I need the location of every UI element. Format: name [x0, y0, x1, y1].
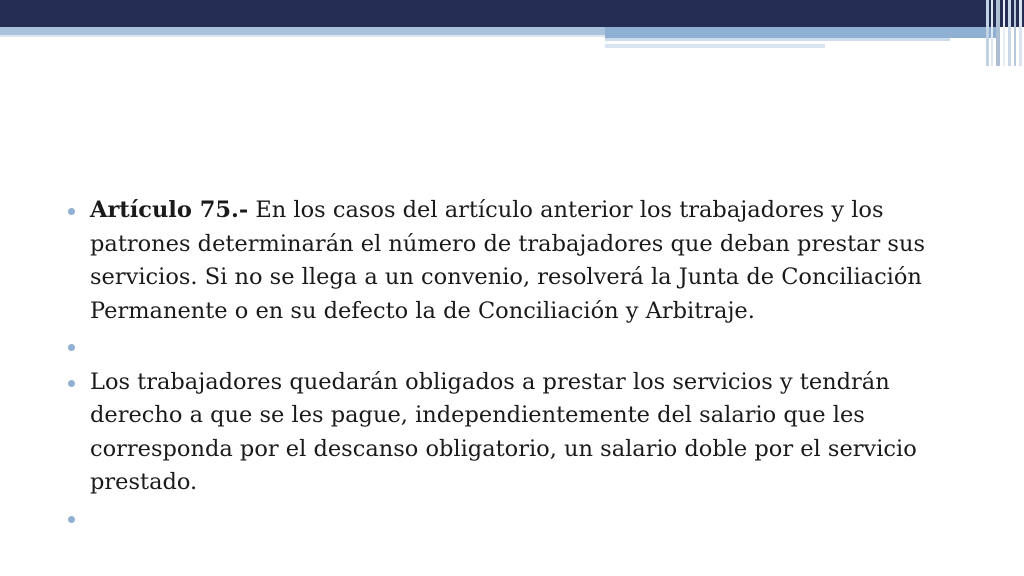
- bullet-dot-icon: [68, 380, 75, 387]
- bullet-item-empty: [68, 502, 968, 536]
- bullet-item-articulo-75: [68, 194, 968, 328]
- bullet-list: [68, 194, 968, 535]
- header-accent-line-right: [605, 27, 1000, 38]
- bullet-dot-icon: [68, 344, 75, 351]
- bullet-item-obligacion: [68, 366, 968, 500]
- bullet-text: En los casos del artículo anterior los trabajadores y los patrones determinarán el número de trabajadores que deban prestar sus servicios. Si no se llega a un convenio, resolverá la Junta de Conciliación Permanente o en su defecto la de Conciliación y Arbitraje.: [90, 197, 926, 324]
- bullet-text: Los trabajadores quedarán obligados a prestar los servicios y tendrán derecho a que se les pague, independientemente del salario que les corresponda por el descanso obligatorio, un salario doble por el servicio prestado.: [90, 368, 917, 495]
- bullet-dot-icon: [68, 516, 75, 523]
- corner-stripes-decoration: [986, 0, 1024, 66]
- header-accent-line-left-thin: [0, 35, 605, 37]
- bullet-dot-icon: [68, 208, 75, 215]
- bullet-item-empty: [68, 330, 968, 364]
- header-accent-line-left: [0, 27, 605, 35]
- header-accent-line-short: [605, 44, 825, 48]
- article-heading: Artículo 75.-: [90, 197, 249, 223]
- header-accent-line-thin: [605, 38, 950, 41]
- header-bar: [0, 0, 1024, 27]
